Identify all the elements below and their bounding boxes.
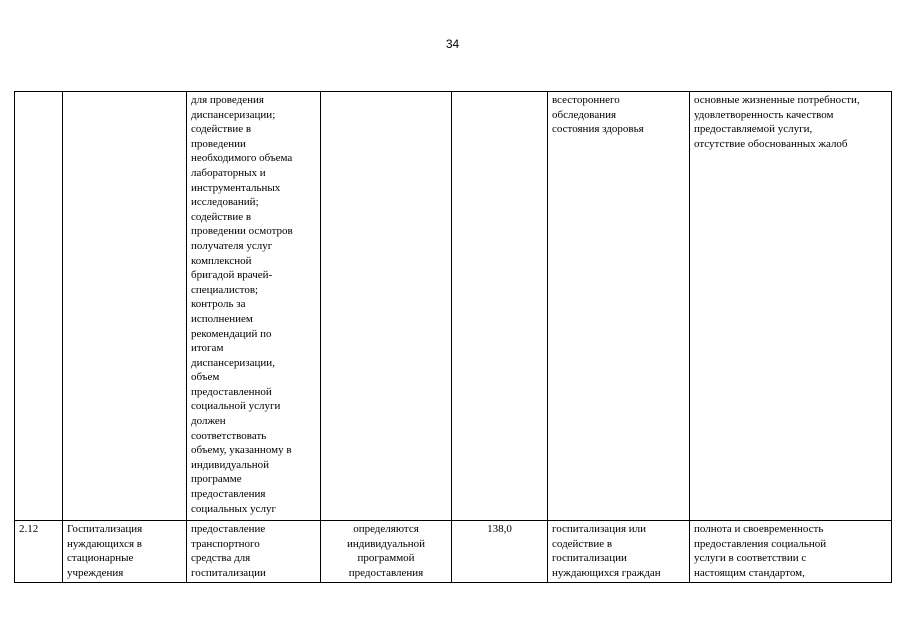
cell-service-name: Госпитализация нуждающихся в стационарные учреждения xyxy=(63,521,187,583)
cell-tariff: 138,0 xyxy=(452,521,548,583)
cell-volume xyxy=(321,92,452,521)
cell-terms: всестороннего обследования состояния здоровья xyxy=(548,92,690,521)
table-row xyxy=(15,92,892,521)
cell-terms: госпитализация или содействие в госпитализации нуждающихся граждан xyxy=(548,521,690,583)
cell-service-name xyxy=(63,92,187,521)
cell-description: для проведения диспансеризации; содействие в проведении необходимого объема лабораторных и инструментальных исследований; содействие в проведении осмотров получателя услуг комплексной бригадой врачей- специалистов; контроль за исполнением рекомендаций по итогам диспансеризации, объем предоставленной социальной услуги должен соответствовать объему, указанному в индивидуальной программе предоставления социальных услуг xyxy=(187,92,321,521)
page-number: 34 xyxy=(445,37,460,51)
cell-number xyxy=(15,92,63,521)
cell-tariff xyxy=(452,92,548,521)
services-table xyxy=(14,91,892,583)
cell-quality: полнота и своевременность предоставления социальной услуги в соответствии с настоящим стандартом, xyxy=(690,521,892,583)
cell-number: 2.12 xyxy=(15,521,63,583)
cell-description: предоставление транспортного средства для госпитализации xyxy=(187,521,321,583)
cell-quality: основные жизненные потребности, удовлетворенность качеством предоставляемой услуги, отсутствие обоснованных жалоб xyxy=(690,92,892,521)
table-row xyxy=(15,521,892,583)
cell-volume: определяются индивидуальной программой предоставления xyxy=(321,521,452,583)
